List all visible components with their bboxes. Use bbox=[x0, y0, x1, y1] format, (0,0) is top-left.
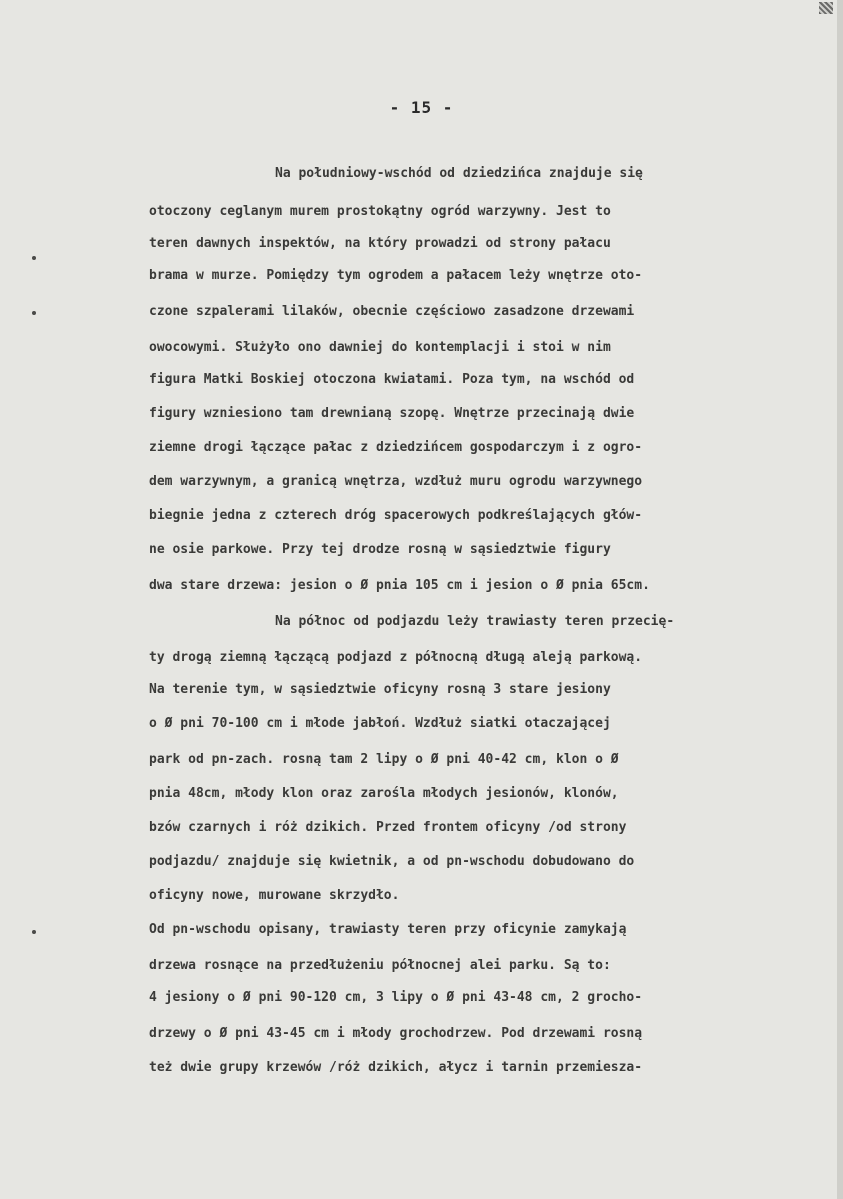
text-line: Od pn-wschodu opisany, trawiasty teren przy oficynie zamykają bbox=[149, 922, 627, 937]
text-line: dem warzywnym, a granicą wnętrza, wzdłuż muru ogrodu warzywnego bbox=[149, 474, 643, 489]
text-line: bzów czarnych i róż dzikich. Przed frontem oficyny /od strony bbox=[149, 820, 627, 835]
text-line: park od pn-zach. rosną tam 2 lipy o Ø pni 40-42 cm, klon o Ø bbox=[149, 752, 619, 767]
corner-scan-mark bbox=[819, 2, 833, 14]
text-line: teren dawnych inspektów, na który prowadzi od strony pałacu bbox=[149, 236, 611, 251]
text-line: figura Matki Boskiej otoczona kwiatami. Poza tym, na wschód od bbox=[149, 372, 635, 387]
text-line: też dwie grupy krzewów /róż dzikich, ałycz i tarnin przemiesza- bbox=[149, 1060, 643, 1075]
punch-hole-mark bbox=[32, 311, 36, 315]
text-line: drzewa rosnące na przedłużeniu północnej alei parku. Są to: bbox=[149, 958, 611, 973]
text-line: 4 jesiony o Ø pni 90-120 cm, 3 lipy o Ø pni 43-48 cm, 2 grocho- bbox=[149, 990, 643, 1005]
text-line: ziemne drogi łączące pałac z dziedzińcem gospodarczym i z ogro- bbox=[149, 440, 643, 455]
page-number: - 15 - bbox=[389, 98, 454, 117]
text-line: Na północ od podjazdu leży trawiasty teren przecię- bbox=[275, 614, 675, 629]
text-line: otoczony ceglanym murem prostokątny ogród warzywny. Jest to bbox=[149, 204, 611, 219]
text-line: ne osie parkowe. Przy tej drodze rosną w sąsiedztwie figury bbox=[149, 542, 611, 557]
text-line: biegnie jedna z czterech dróg spacerowych podkreślających głów- bbox=[149, 508, 643, 523]
text-line: podjazdu/ znajduje się kwietnik, a od pn-wschodu dobudowano do bbox=[149, 854, 635, 869]
punch-hole-mark bbox=[32, 930, 36, 934]
text-line: drzewy o Ø pni 43-45 cm i młody grochodrzew. Pod drzewami rosną bbox=[149, 1026, 643, 1041]
text-line: oficyny nowe, murowane skrzydło. bbox=[149, 888, 400, 903]
text-line: Na południowy-wschód od dziedzińca znajduje się bbox=[275, 166, 643, 181]
text-line: brama w murze. Pomiędzy tym ogrodem a pałacem leży wnętrze oto- bbox=[149, 268, 643, 283]
text-line: Na terenie tym, w sąsiedztwie oficyny rosną 3 stare jesiony bbox=[149, 682, 611, 697]
text-line: ty drogą ziemną łączącą podjazd z północną długą aleją parkową. bbox=[149, 650, 643, 665]
text-line: dwa stare drzewa: jesion o Ø pnia 105 cm i jesion o Ø pnia 65cm. bbox=[149, 578, 650, 593]
text-line: figury wzniesiono tam drewnianą szopę. Wnętrze przecinają dwie bbox=[149, 406, 635, 421]
text-line: o Ø pni 70-100 cm i młode jabłoń. Wzdłuż siatki otaczającej bbox=[149, 716, 611, 731]
punch-hole-mark bbox=[32, 256, 36, 260]
text-line: pnia 48cm, młody klon oraz zarośla młodych jesionów, klonów, bbox=[149, 786, 619, 801]
text-line: czone szpalerami lilaków, obecnie częściowo zasadzone drzewami bbox=[149, 304, 635, 319]
text-line: owocowymi. Służyło ono dawniej do kontemplacji i stoi w nim bbox=[149, 340, 611, 355]
